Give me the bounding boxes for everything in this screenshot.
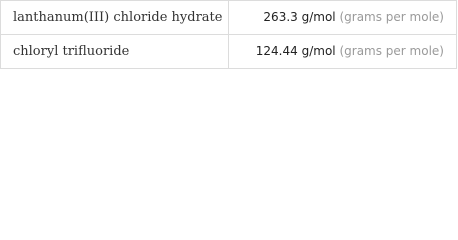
molar-mass-unit: g/mol <box>301 10 336 24</box>
molar-mass-number: 124.44 <box>255 44 298 58</box>
molar-mass-number: 263.3 <box>263 10 298 24</box>
molar-mass-table <box>0 0 457 69</box>
molar-mass-value <box>256 35 444 68</box>
compound-name: lanthanum(III) chloride hydrate <box>13 10 223 25</box>
column-divider <box>228 1 229 68</box>
molar-mass-unit: g/mol <box>301 44 336 58</box>
unit-description: (grams per mole) <box>339 10 444 24</box>
unit-description: (grams per mole) <box>339 44 444 58</box>
compound-name: chloryl trifluoride <box>13 44 130 59</box>
molar-mass-value <box>263 1 444 34</box>
